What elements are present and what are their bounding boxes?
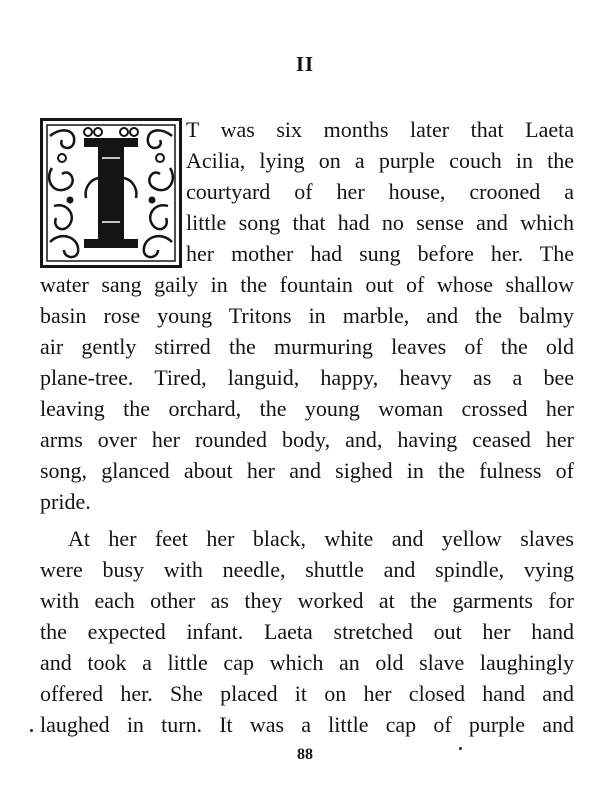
paragraph-line: courtyard of her house, crooned a [186,179,574,204]
paragraph-line: and took a little cap which an old slave laughingly [40,650,574,675]
paragraph-line: water sang gaily in the fountain out of whose shallow [40,272,574,297]
scan-speck [459,747,462,750]
paragraph-line: laughed in turn. It was a little cap of purple and [40,712,574,737]
paragraph-line: pride. [40,489,91,514]
paragraph-line: were busy with needle, shuttle and spindle, vying [40,557,574,582]
scan-speck [30,729,33,732]
paragraph-line: her mother had sung before her. The [186,241,574,266]
paragraph-line: little song that had no sense and which [186,210,574,235]
paragraph-line: plane-tree. Tired, languid, happy, heavy as a bee [40,365,574,390]
paragraph-line: At her feet her black, white and yellow slaves [68,526,574,551]
page-number: 88 [297,746,313,763]
paragraph-line: Acilia, lying on a purple couch in the [186,148,574,173]
paragraph-line: with each other as they worked at the garments for [40,588,574,613]
chapter-heading: II [295,52,315,76]
paragraph-line: arms over her rounded body, and, having ceased her [40,427,574,452]
paragraph-line: T was six months later that Laeta [186,117,574,142]
paragraph-line: the expected infant. Laeta stretched out her hand [40,619,574,644]
paragraph-line: air gently stirred the murmuring leaves of the old [40,334,574,359]
paragraph-line: basin rose young Tritons in marble, and the balmy [40,303,574,328]
paragraph-line: leaving the orchard, the young woman crossed her [40,396,574,421]
paragraph-line: song, glanced about her and sighed in the fulness of [40,458,574,483]
ornamental-drop-cap-icon [40,118,182,268]
paragraph-line: offered her. She placed it on her closed hand and [40,681,574,706]
